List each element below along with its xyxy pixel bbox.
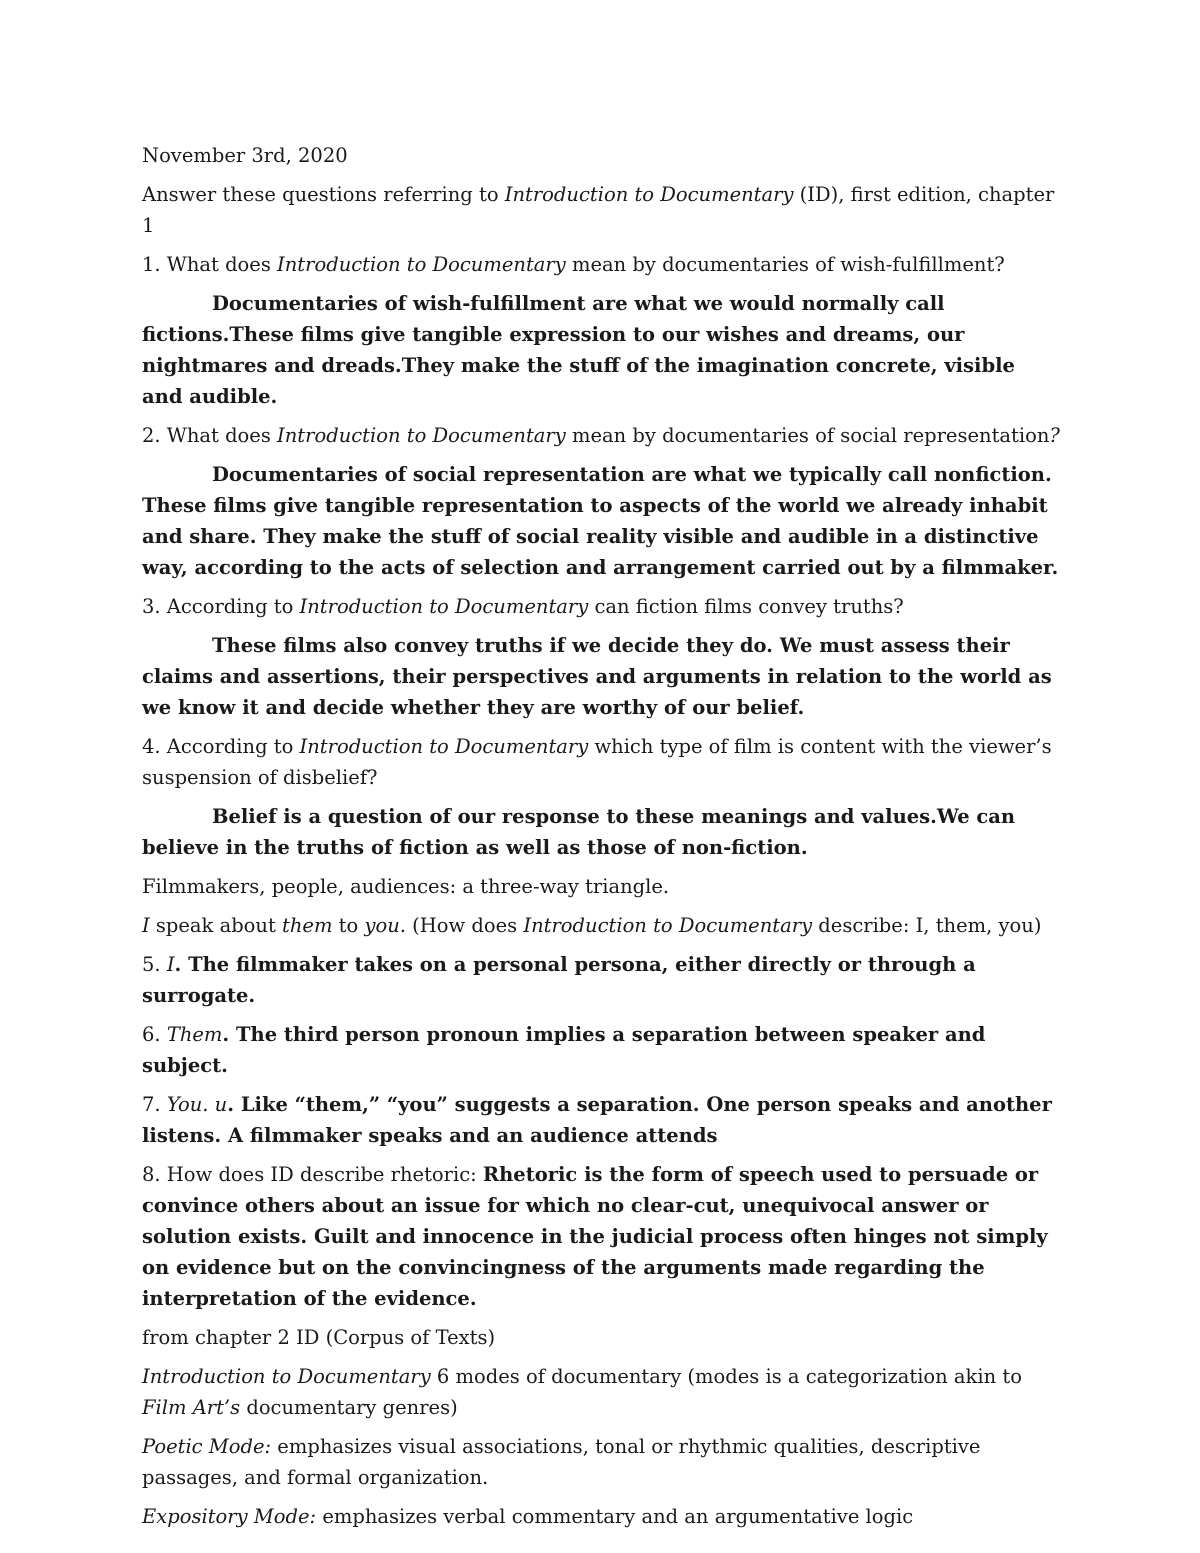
poetic-mode <box>142 1431 1062 1493</box>
item-number: 6. <box>142 1023 167 1046</box>
item-number: 7. <box>142 1093 167 1116</box>
question-text: 1. What does <box>142 253 278 276</box>
book-title: Introduction to Documentary <box>142 1365 431 1388</box>
item-term: You. u <box>166 1093 228 1116</box>
book-title: Introduction to Documentary <box>277 424 566 447</box>
question-text: 8. How does ID describe rhetoric: <box>142 1163 483 1186</box>
question-2 <box>142 420 1062 451</box>
document-page <box>142 140 1062 1540</box>
question-3 <box>142 591 1062 622</box>
answer-1: Documentaries of wish-fulfillment are what we would normally call fictions.These films give tangible expression to our wishes and dreams, our nightmares and dreads.They make the stuff of the imagination concrete, visible and audible. <box>142 292 1015 408</box>
speak-text: to <box>332 914 365 937</box>
date-line: November 3rd, 2020 <box>142 144 348 167</box>
speak-text: (How does <box>405 914 524 937</box>
question-4 <box>142 731 1062 793</box>
pronoun-them: them <box>282 914 333 937</box>
pronoun-i: I <box>142 914 150 937</box>
question-8 <box>142 1159 1062 1314</box>
mode-description: emphasizes verbal commentary and an argumentative logic <box>316 1505 914 1528</box>
mode-label: Expository Mode: <box>142 1505 317 1528</box>
book-title: Introduction to Documentary <box>504 183 794 206</box>
answer-7: . Like “them,” “you” suggests a separation. One person speaks and another listens. A filmmaker speaks and an audience attends <box>142 1093 1052 1147</box>
question-text: 4. According to <box>142 735 300 758</box>
mode-label: Poetic Mode: <box>142 1435 272 1458</box>
instructions <box>142 179 1062 241</box>
speak-text: speak about <box>149 914 283 937</box>
question-5 <box>142 949 1062 1011</box>
expository-mode <box>142 1501 1062 1532</box>
question-text: can fiction films convey truths? <box>588 595 904 618</box>
question-text: mean by documentaries of social representation <box>565 424 1050 447</box>
question-1 <box>142 249 1062 280</box>
question-7 <box>142 1089 1062 1151</box>
book-title: Introduction to Documentary <box>523 914 813 937</box>
instructions-text: (ID), first edition, chapter 1 <box>142 183 1055 237</box>
question-mark: ? <box>1049 424 1060 447</box>
answer-8: Rhetoric is the form of speech used to persuade or convince others about an issue for which no clear-cut, unequivocal answer or solution exists. Guilt and innocence in the judicial process often hinges not simply on evidence but on the convincingness of the arguments made regarding the interpretation of the evidence. <box>142 1163 1048 1310</box>
item-number: 5. <box>142 953 167 976</box>
question-6 <box>142 1019 1062 1081</box>
chapter-2-heading: from chapter 2 ID (Corpus of Texts) <box>142 1326 496 1349</box>
triangle-heading: Filmmakers, people, audiences: a three-way triangle. <box>142 875 670 898</box>
modes-text: documentary genres) <box>240 1396 458 1419</box>
question-text: which type of film is content with the viewer’s suspension of disbelief? <box>142 735 1052 789</box>
book-title: Introduction to Documentary <box>299 595 589 618</box>
answer-3: These films also convey truths if we decide they do. We must assess their claims and assertions, their perspectives and arguments in relation to the world as we know it and decide whether they are worthy of our belief. <box>142 634 1052 719</box>
question-text: 3. According to <box>142 595 300 618</box>
speak-text: describe: I, them, you) <box>812 914 1042 937</box>
answer-5: . The filmmaker takes on a personal persona, either directly or through a surrogate. <box>142 953 976 1007</box>
modes-intro <box>142 1361 1062 1423</box>
answer-6: . The third person pronoun implies a separation between speaker and subject. <box>142 1023 986 1077</box>
item-term: I <box>166 953 175 976</box>
mode-description: emphasizes visual associations, tonal or rhythmic qualities, descriptive passages, and formal organization. <box>142 1435 981 1489</box>
item-term: Them <box>166 1023 223 1046</box>
book-title: Introduction to Documentary <box>277 253 566 276</box>
question-text: 2. What does <box>142 424 278 447</box>
instructions-text: Answer these questions referring to <box>142 183 505 206</box>
modes-text: 6 modes of documentary (modes is a categorization akin to <box>430 1365 1022 1388</box>
question-text: mean by documentaries of wish-fulfillment? <box>565 253 1005 276</box>
book-title: Introduction to Documentary <box>299 735 589 758</box>
speak-line <box>142 910 1062 941</box>
pronoun-you: you. <box>364 914 406 937</box>
book-title-film-art: Film Art’s <box>142 1396 241 1419</box>
answer-4: Belief is a question of our response to these meanings and values.We can believe in the truths of fiction as well as those of non-fiction. <box>142 805 1016 859</box>
answer-2: Documentaries of social representation are what we typically call nonfiction. These films give tangible representation to aspects of the world we already inhabit and share. They make the stuff of social reality visible and audible in a distinctive way, according to the acts of selection and arrangement carried out by a filmmaker. <box>142 463 1059 579</box>
